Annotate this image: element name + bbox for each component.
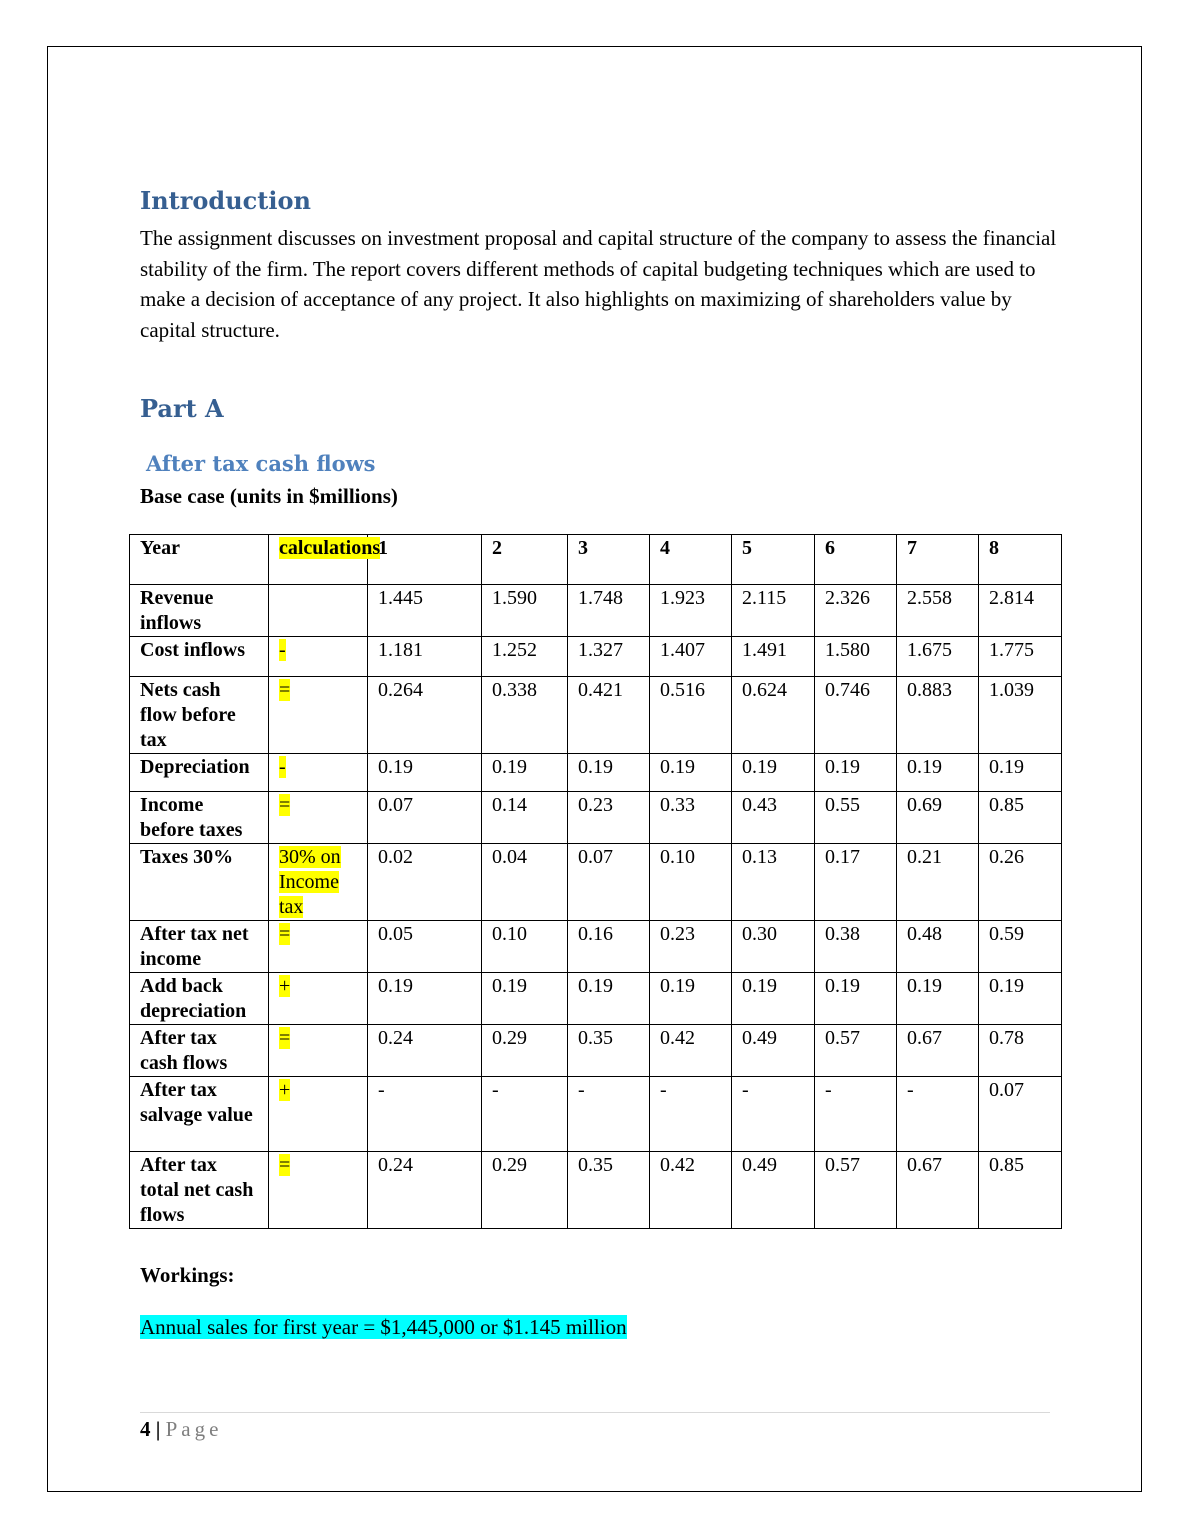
- header-cell-year-7: 7: [897, 535, 979, 585]
- header-cell-year: Year: [130, 535, 269, 585]
- table-row: [130, 844, 1062, 921]
- value-cell-year-6: 0.57: [815, 1152, 897, 1229]
- table-row: [130, 637, 1062, 677]
- value-cell-year-1: 1.445: [368, 585, 482, 637]
- row-label-cell: After tax cash flows: [130, 1025, 269, 1077]
- calculation-highlight: +: [279, 975, 291, 997]
- value-cell-year-3: 0.35: [568, 1152, 650, 1229]
- value-cell-year-6: 0.746: [815, 677, 897, 754]
- table-caption: Base case (units in $millions): [140, 484, 398, 508]
- header-cell-year-3: 3: [568, 535, 650, 585]
- calculation-highlight: =: [279, 1027, 291, 1049]
- calculation-cell: [269, 677, 368, 754]
- value-cell-year-4: 1.407: [650, 637, 732, 677]
- calculation-highlight: =: [279, 679, 291, 701]
- value-cell-year-5: 2.115: [732, 585, 815, 637]
- header-cell-year-8: 8: [979, 535, 1062, 585]
- calculation-cell: [269, 1152, 368, 1229]
- value-cell-year-4: 0.19: [650, 973, 732, 1025]
- value-cell-year-8: 0.19: [979, 973, 1062, 1025]
- value-cell-year-8: 0.85: [979, 1152, 1062, 1229]
- value-cell-year-6: 1.580: [815, 637, 897, 677]
- calculation-highlight: =: [279, 1154, 291, 1176]
- annual-sales-note: [140, 1313, 627, 1341]
- header-cell-year-5: 5: [732, 535, 815, 585]
- value-cell-year-4: 0.19: [650, 754, 732, 792]
- calculation-highlight: -: [279, 756, 286, 778]
- value-cell-year-1: 0.19: [368, 754, 482, 792]
- value-cell-year-8: 0.19: [979, 754, 1062, 792]
- calculation-cell: [269, 754, 368, 792]
- value-cell-year-7: -: [897, 1077, 979, 1152]
- calculation-highlight: -: [279, 639, 286, 661]
- calculation-cell: [269, 585, 368, 637]
- header-cell-year-6: 6: [815, 535, 897, 585]
- value-cell-year-3: 0.23: [568, 792, 650, 844]
- value-cell-year-3: 0.421: [568, 677, 650, 754]
- row-label-cell: Income before taxes: [130, 792, 269, 844]
- value-cell-year-4: 0.516: [650, 677, 732, 754]
- value-cell-year-3: 0.19: [568, 754, 650, 792]
- value-cell-year-2: 0.10: [482, 921, 568, 973]
- value-cell-year-8: 1.775: [979, 637, 1062, 677]
- value-cell-year-5: -: [732, 1077, 815, 1152]
- value-cell-year-8: 0.59: [979, 921, 1062, 973]
- value-cell-year-2: 0.29: [482, 1025, 568, 1077]
- cash-flow-table: [129, 534, 1062, 1229]
- value-cell-year-4: -: [650, 1077, 732, 1152]
- table-row: [130, 973, 1062, 1025]
- value-cell-year-5: 1.491: [732, 637, 815, 677]
- value-cell-year-2: 0.19: [482, 754, 568, 792]
- value-cell-year-7: 0.48: [897, 921, 979, 973]
- value-cell-year-2: 0.19: [482, 973, 568, 1025]
- calculation-highlight: =: [279, 923, 291, 945]
- value-cell-year-6: 0.17: [815, 844, 897, 921]
- value-cell-year-1: 1.181: [368, 637, 482, 677]
- row-label-cell: After tax total net cash flows: [130, 1152, 269, 1229]
- value-cell-year-7: 0.883: [897, 677, 979, 754]
- table-header-row: [130, 535, 1062, 585]
- value-cell-year-3: -: [568, 1077, 650, 1152]
- value-cell-year-2: 0.29: [482, 1152, 568, 1229]
- value-cell-year-2: 0.14: [482, 792, 568, 844]
- table-row: [130, 921, 1062, 973]
- value-cell-year-3: 0.35: [568, 1025, 650, 1077]
- value-cell-year-1: 0.24: [368, 1025, 482, 1077]
- row-label-cell: Revenue inflows: [130, 585, 269, 637]
- workings-heading: Workings:: [140, 1263, 235, 1287]
- value-cell-year-2: 0.338: [482, 677, 568, 754]
- value-cell-year-5: 0.49: [732, 1025, 815, 1077]
- calculations-highlight: calculations: [279, 537, 381, 559]
- value-cell-year-4: 0.33: [650, 792, 732, 844]
- header-cell-year-1: 1: [368, 535, 482, 585]
- calculation-cell: [269, 637, 368, 677]
- calculation-cell: [269, 921, 368, 973]
- row-label-cell: After tax net income: [130, 921, 269, 973]
- calculation-cell: [269, 844, 368, 921]
- value-cell-year-1: 0.19: [368, 973, 482, 1025]
- value-cell-year-7: 0.67: [897, 1025, 979, 1077]
- row-label-cell: Taxes 30%: [130, 844, 269, 921]
- value-cell-year-4: 0.42: [650, 1152, 732, 1229]
- value-cell-year-6: 0.57: [815, 1025, 897, 1077]
- value-cell-year-8: 1.039: [979, 677, 1062, 754]
- value-cell-year-5: 0.13: [732, 844, 815, 921]
- value-cell-year-6: 0.19: [815, 973, 897, 1025]
- value-cell-year-8: 0.78: [979, 1025, 1062, 1077]
- value-cell-year-4: 1.923: [650, 585, 732, 637]
- value-cell-year-6: 0.38: [815, 921, 897, 973]
- table-row: [130, 1077, 1062, 1152]
- value-cell-year-1: 0.24: [368, 1152, 482, 1229]
- value-cell-year-8: 0.26: [979, 844, 1062, 921]
- calculation-highlight: =: [279, 794, 291, 816]
- value-cell-year-5: 0.624: [732, 677, 815, 754]
- value-cell-year-4: 0.10: [650, 844, 732, 921]
- value-cell-year-1: 0.07: [368, 792, 482, 844]
- value-cell-year-4: 0.23: [650, 921, 732, 973]
- value-cell-year-2: 1.252: [482, 637, 568, 677]
- value-cell-year-7: 2.558: [897, 585, 979, 637]
- value-cell-year-5: 0.49: [732, 1152, 815, 1229]
- value-cell-year-1: 0.05: [368, 921, 482, 973]
- calculation-cell: [269, 1025, 368, 1077]
- value-cell-year-6: -: [815, 1077, 897, 1152]
- footer-separator: |: [155, 1417, 161, 1441]
- introduction-paragraph: The assignment discusses on investment proposal and capital structure of the company to assess the financial stability of the firm. The report covers different methods of capital budgeting techniques which are used to make a decision of acceptance of any project. It also highlights on maximizing of shareholders value by capital structure.: [140, 226, 1057, 342]
- page-footer: [140, 1417, 222, 1442]
- value-cell-year-6: 2.326: [815, 585, 897, 637]
- value-cell-year-3: 0.07: [568, 844, 650, 921]
- value-cell-year-3: 1.327: [568, 637, 650, 677]
- row-label-cell: After tax salvage value: [130, 1077, 269, 1152]
- after-tax-cash-flows-heading: After tax cash flows: [146, 451, 376, 476]
- value-cell-year-4: 0.42: [650, 1025, 732, 1077]
- value-cell-year-3: 0.19: [568, 973, 650, 1025]
- introduction-heading: Introduction: [140, 186, 311, 215]
- value-cell-year-8: 0.07: [979, 1077, 1062, 1152]
- value-cell-year-7: 0.69: [897, 792, 979, 844]
- value-cell-year-7: 0.19: [897, 754, 979, 792]
- table-row: [130, 677, 1062, 754]
- value-cell-year-5: 0.43: [732, 792, 815, 844]
- value-cell-year-6: 0.19: [815, 754, 897, 792]
- page-number: 4: [140, 1417, 151, 1441]
- header-cell-year-4: 4: [650, 535, 732, 585]
- calculation-cell: [269, 792, 368, 844]
- value-cell-year-7: 0.21: [897, 844, 979, 921]
- value-cell-year-7: 0.19: [897, 973, 979, 1025]
- footer-divider: [140, 1412, 1050, 1413]
- table-row: [130, 1152, 1062, 1229]
- calculation-cell: [269, 1077, 368, 1152]
- value-cell-year-7: 0.67: [897, 1152, 979, 1229]
- value-cell-year-6: 0.55: [815, 792, 897, 844]
- row-label-cell: Add back depreciation: [130, 973, 269, 1025]
- calculation-highlight: +: [279, 1079, 291, 1101]
- row-label-cell: Depreciation: [130, 754, 269, 792]
- value-cell-year-5: 0.19: [732, 754, 815, 792]
- value-cell-year-1: 0.264: [368, 677, 482, 754]
- value-cell-year-5: 0.19: [732, 973, 815, 1025]
- row-label-cell: Cost inflows: [130, 637, 269, 677]
- table-row: [130, 585, 1062, 637]
- value-cell-year-2: -: [482, 1077, 568, 1152]
- page-label: Page: [165, 1417, 223, 1441]
- header-cell-year-2: 2: [482, 535, 568, 585]
- row-label-cell: Nets cash flow before tax: [130, 677, 269, 754]
- value-cell-year-5: 0.30: [732, 921, 815, 973]
- value-cell-year-8: 2.814: [979, 585, 1062, 637]
- part-a-heading: Part A: [140, 394, 224, 423]
- value-cell-year-1: 0.02: [368, 844, 482, 921]
- calculation-highlight: 30% on Income tax: [279, 846, 341, 918]
- table-row: [130, 754, 1062, 792]
- annual-sales-highlight: Annual sales for first year = $1,445,000 or $1.145 million: [140, 1315, 627, 1339]
- table-body: [130, 535, 1062, 1229]
- table-row: [130, 1025, 1062, 1077]
- value-cell-year-7: 1.675: [897, 637, 979, 677]
- value-cell-year-3: 1.748: [568, 585, 650, 637]
- value-cell-year-2: 0.04: [482, 844, 568, 921]
- calculation-cell: [269, 973, 368, 1025]
- value-cell-year-8: 0.85: [979, 792, 1062, 844]
- value-cell-year-1: -: [368, 1077, 482, 1152]
- header-cell-calculations: [269, 535, 381, 585]
- value-cell-year-2: 1.590: [482, 585, 568, 637]
- table-row: [130, 792, 1062, 844]
- value-cell-year-3: 0.16: [568, 921, 650, 973]
